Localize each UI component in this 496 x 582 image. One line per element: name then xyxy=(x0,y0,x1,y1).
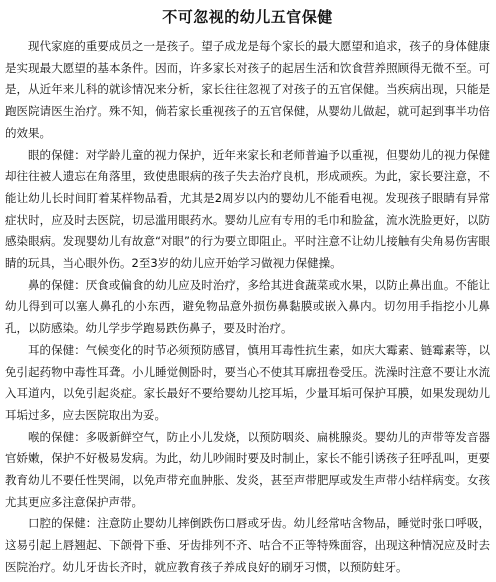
article-title: 不可忽视的幼儿五官保健 xyxy=(162,8,333,26)
paragraph-throat-care: 喉的保健：多吸新鲜空气，防止小儿发烧，以预防咽炎、扁桃腺炎。婴幼儿的声带等发音器官娇嫩，保护不好极易发病。为此，幼儿吵闹时要及时制止，家长不能引诱孩子狂呼乱叫，更要教育幼儿不要任性哭闹，以免声带充血肿胀、发炎，甚至声带肥厚或发生声带小结样病变。女孩尤其更应多注意保护声带。 xyxy=(5,429,490,509)
paragraph-nose-care: 鼻的保健：厌食或偏食的幼儿应及时治疗，多给其进食蔬菜或水果，以防止鼻出血。不能让幼儿得到可以塞人鼻孔的小东西，避免物品意外损伤鼻黏膜或嵌入鼻内。切勿用手指挖小儿鼻孔，以防感染。幼儿学步学跑易跌伤鼻子，要及时治疗。 xyxy=(5,277,490,336)
paragraph-ear-care: 耳的保健：气候变化的时节必须预防感冒，慎用耳毒性抗生素，如庆大霉素、链霉素等，以免引起药物中毒性耳聋。小儿睡觉侧卧时，要当心不使其耳廓扭卷受压。洗澡时注意不要让水流入耳道内，以免引起炎症。家长最好不要给婴幼儿挖耳垢，少量耳垢可保护耳膜，如果发现幼儿耳垢过多，应去医院取出为妥。 xyxy=(5,342,490,422)
paragraph-intro: 现代家庭的重要成员之一是孩子。望子成龙是每个家长的最大愿望和追求，孩子的身体健康是实现最大愿望的基本条件。因而，许多家长对孩子的起居生活和饮食营养照顾得无微不至。可是，从近年来儿科的就诊情况来分析，家长往往忽视了对孩子的五官保健。当疾病出现，只能是跑医院请医生治疗。殊不知，倘若家长重视孩子的五官保健，从婴幼儿做起，就可起到事半功倍的效果。 xyxy=(5,39,490,140)
paragraph-mouth-care: 口腔的保健：注意防止婴幼儿摔倒跌伤口唇或牙齿。幼儿经常咕含物品，睡觉时张口呼吸，这易引起上唇翘起、下颌骨下垂、牙齿排列不齐、咕合不正等特殊面容，出现这种情况应及时去医院治疗。幼儿牙齿长齐时，就应教育孩子养成良好的刷牙习惯，以预防蛀牙。 xyxy=(5,516,490,574)
paragraph-eye-care: 眼的保健：对学龄儿童的视力保护，近年来家长和老师普遍予以重视，但婴幼儿的视力保健却往往被人遗忘在角落里，致使患眼病的孩子失去治疗良机，形成顽疾。为此，家长要注意，不能让幼儿长时间盯着某样物品看，尤其是2周岁以内的婴幼儿不能看电视。发现孩子眼睛有异常症状时，应及时去医院，切忌滥用眼药水。婴幼儿应有专用的毛巾和脸盆，流水洗脸更好，以防感染眼病。发现婴幼儿有故意“对眼”的行为要立即阻止。平时注意不让幼儿接触有尖角易伤害眼睛的玩具，当心眼外伤。2至3岁的幼儿应开始学习做视力保健操。 xyxy=(5,147,490,271)
